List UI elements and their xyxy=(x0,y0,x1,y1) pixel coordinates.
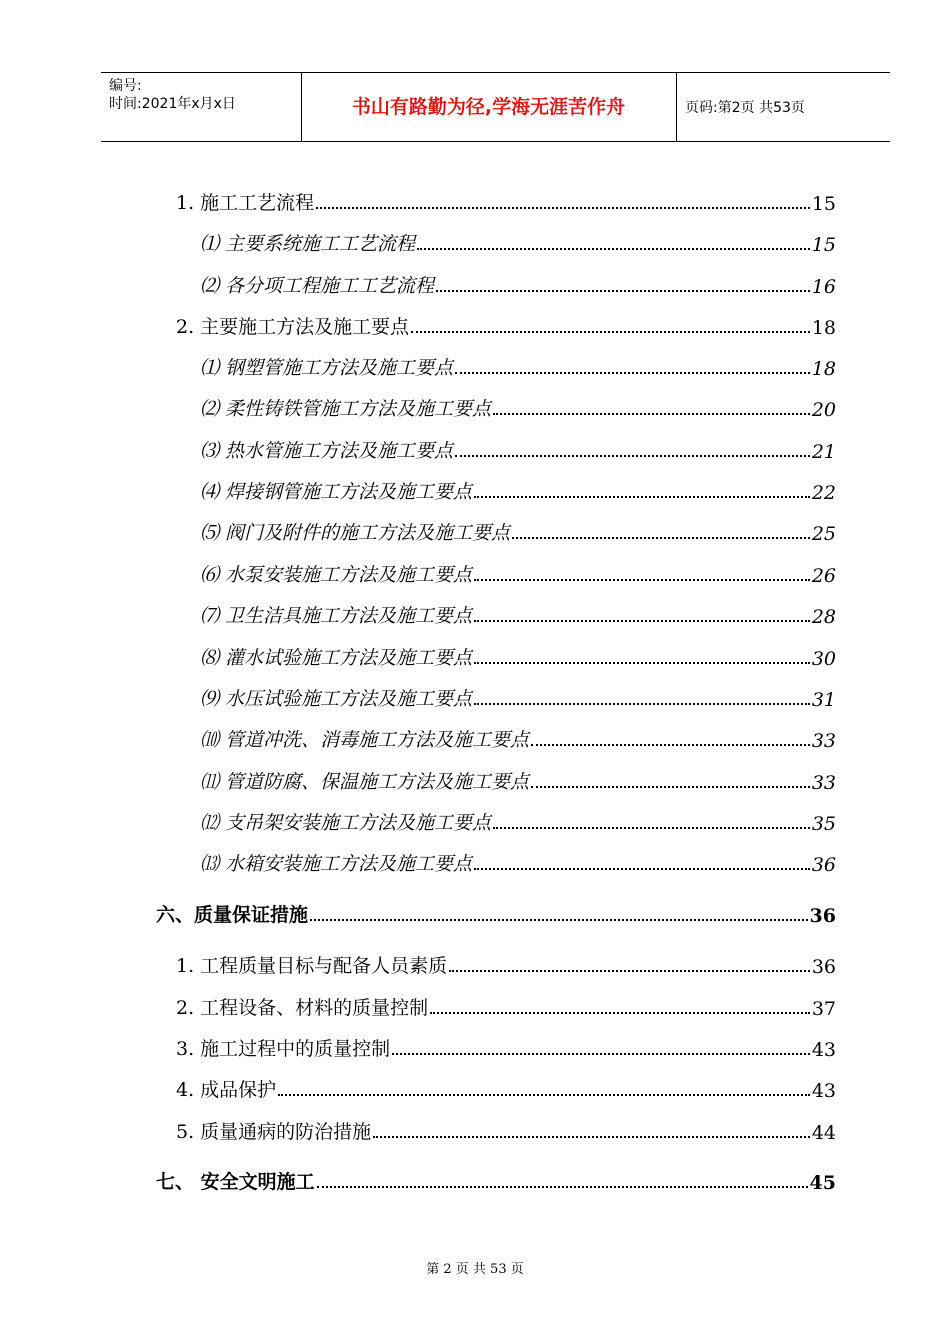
toc-entry[interactable] xyxy=(200,228,836,256)
toc-entry-page: 44 xyxy=(811,1122,836,1144)
header-info-cell xyxy=(101,73,302,141)
toc-entry-page: 31 xyxy=(811,689,836,711)
toc-entry[interactable] xyxy=(200,642,836,670)
toc-entry-page: 36 xyxy=(811,854,836,876)
toc-entry-page: 15 xyxy=(811,234,836,256)
toc-dot-leader xyxy=(310,919,808,921)
toc-dot-leader xyxy=(512,537,810,539)
toc-dot-leader xyxy=(411,331,810,333)
toc-dot-leader xyxy=(493,827,810,829)
toc-entry-page: 18 xyxy=(811,358,836,380)
toc-entry-label: ⑴ 主要系统施工工艺流程 xyxy=(200,233,416,255)
toc-entry[interactable] xyxy=(200,807,836,835)
toc-entry-page: 43 xyxy=(811,1080,836,1102)
toc-entry[interactable] xyxy=(200,559,836,587)
toc-entry-label: ⑽ 管道冲洗、消毒施工方法及施工要点 xyxy=(200,729,530,751)
toc-entry-label: ⑵ 各分项工程施工工艺流程 xyxy=(200,275,435,297)
toc-entry-label: ⑴ 钢塑管施工方法及施工要点 xyxy=(200,357,454,379)
page-header xyxy=(101,72,890,142)
toc-dot-leader xyxy=(493,413,810,415)
toc-dot-leader xyxy=(474,496,810,498)
toc-entry[interactable] xyxy=(176,187,836,215)
toc-entry[interactable] xyxy=(200,435,836,463)
toc-entry-page: 20 xyxy=(811,399,836,421)
toc-entry-page: 43 xyxy=(811,1039,836,1061)
document-number-label: 编号: xyxy=(109,78,142,94)
header-page-cell xyxy=(677,73,890,141)
toc-entry[interactable] xyxy=(200,683,836,711)
toc-entry-label: ⑸ 阀门及附件的施工方法及施工要点 xyxy=(200,522,511,544)
header-slogan: 书山有路勤为径,学海无涯苦作舟 xyxy=(351,96,626,118)
toc-entry[interactable] xyxy=(200,766,836,794)
toc-dot-leader xyxy=(474,703,810,705)
toc-entry-page: 45 xyxy=(809,1172,836,1194)
toc-entry[interactable] xyxy=(200,393,836,421)
toc-entry[interactable] xyxy=(156,899,836,927)
toc-dot-leader xyxy=(373,1136,810,1138)
toc-entry-page: 28 xyxy=(811,606,836,628)
toc-entry[interactable] xyxy=(200,724,836,752)
toc-entry-label: 1. 工程质量目标与配备人员素质 xyxy=(176,955,448,977)
header-slogan-cell xyxy=(301,73,677,141)
toc-entry-label: 2. 工程设备、材料的质量控制 xyxy=(176,997,429,1019)
toc-entry-label: 3. 施工过程中的质量控制 xyxy=(176,1038,391,1060)
toc-dot-leader xyxy=(474,620,810,622)
toc-entry-label: 六、质量保证措施 xyxy=(156,904,309,926)
toc-entry-label: 2. 主要施工方法及施工要点 xyxy=(176,316,410,338)
toc-entry-page: 26 xyxy=(811,565,836,587)
toc-entry-page: 36 xyxy=(809,905,836,927)
toc-entry-label: 5. 质量通病的防治措施 xyxy=(176,1121,372,1143)
toc-dot-leader xyxy=(455,372,810,374)
toc-entry-label: ⒀ 水箱安装施工方法及施工要点 xyxy=(200,853,473,875)
toc-entry-label: 4. 成品保护 xyxy=(176,1079,277,1101)
toc-entry-page: 33 xyxy=(811,730,836,752)
header-page-code: 页码:第2页 共53页 xyxy=(685,100,805,116)
toc-entry[interactable] xyxy=(200,848,836,876)
document-time-label: 时间:2021年x月x日 xyxy=(109,96,236,112)
toc-entry-page: 22 xyxy=(811,482,836,504)
toc-entry[interactable] xyxy=(156,1166,836,1194)
toc-dot-leader xyxy=(474,868,810,870)
toc-entry-page: 16 xyxy=(811,276,836,298)
toc-entry-label: ⑿ 支吊架安装施工方法及施工要点 xyxy=(200,812,492,834)
page-footer: 第 2 页 共 53 页 xyxy=(426,1262,524,1277)
toc-entry[interactable] xyxy=(176,311,836,339)
toc-dot-leader xyxy=(417,248,810,250)
toc-entry-label: 七、 安全文明施工 xyxy=(156,1171,315,1193)
toc-dot-leader xyxy=(531,786,810,788)
toc-dot-leader xyxy=(392,1053,810,1055)
toc-entry-page: 35 xyxy=(811,813,836,835)
toc-entry-label: ⑷ 焊接钢管施工方法及施工要点 xyxy=(200,481,473,503)
toc-entry[interactable] xyxy=(176,950,836,978)
toc-dot-leader xyxy=(474,579,810,581)
toc-entry-page: 33 xyxy=(811,772,836,794)
toc-entry-page: 30 xyxy=(811,648,836,670)
toc-entry-label: 1. 施工工艺流程 xyxy=(176,192,315,214)
toc-entry-page: 18 xyxy=(811,317,836,339)
toc-entry-label: ⑹ 水泵安装施工方法及施工要点 xyxy=(200,564,473,586)
toc-entry[interactable] xyxy=(176,992,836,1020)
toc-entry[interactable] xyxy=(176,1116,836,1144)
toc-entry[interactable] xyxy=(200,476,836,504)
toc-entry[interactable] xyxy=(200,270,836,298)
toc-entry[interactable] xyxy=(200,352,836,380)
toc-dot-leader xyxy=(455,455,810,457)
toc-entry-page: 37 xyxy=(811,998,836,1020)
toc-entry-label: ⑾ 管道防腐、保温施工方法及施工要点 xyxy=(200,771,530,793)
toc-entry-label: ⑶ 热水管施工方法及施工要点 xyxy=(200,440,454,462)
toc-dot-leader xyxy=(278,1094,810,1096)
toc-entry-label: ⑻ 灌水试验施工方法及施工要点 xyxy=(200,647,473,669)
toc-entry[interactable] xyxy=(176,1033,836,1061)
toc-entry[interactable] xyxy=(176,1074,836,1102)
toc-entry[interactable] xyxy=(200,517,836,545)
toc-entry-page: 21 xyxy=(811,441,836,463)
toc-dot-leader xyxy=(474,662,810,664)
toc-dot-leader xyxy=(430,1012,810,1014)
toc-entry[interactable] xyxy=(200,600,836,628)
toc-dot-leader xyxy=(317,1186,808,1188)
toc-entry-label: ⑵ 柔性铸铁管施工方法及施工要点 xyxy=(200,398,492,420)
toc-entry-label: ⑼ 水压试验施工方法及施工要点 xyxy=(200,688,473,710)
toc-dot-leader xyxy=(531,744,810,746)
toc-entry-label: ⑺ 卫生洁具施工方法及施工要点 xyxy=(200,605,473,627)
toc-dot-leader xyxy=(449,970,810,972)
toc-entry-page: 25 xyxy=(811,523,836,545)
toc-entry-page: 36 xyxy=(811,956,836,978)
toc-dot-leader xyxy=(436,290,810,292)
toc-entry-page: 15 xyxy=(811,193,836,215)
toc-dot-leader xyxy=(316,207,810,209)
